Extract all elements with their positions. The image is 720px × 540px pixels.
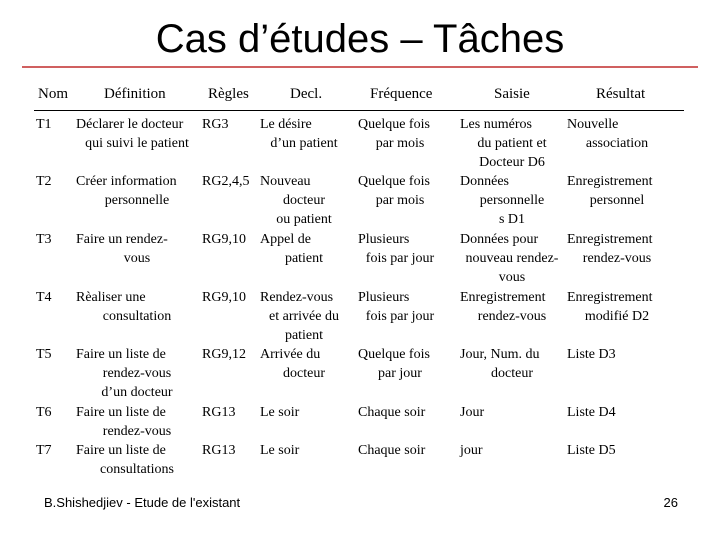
cell-saisie: nouveau rendez- xyxy=(465,251,559,266)
table-header-row xyxy=(34,80,684,111)
cell-resultat: personnel xyxy=(589,193,645,208)
cell-decl: Le soir xyxy=(260,405,300,420)
cell-saisie: jour xyxy=(460,443,483,458)
cell-resultat: modifié D2 xyxy=(584,309,650,324)
header-decl: Decl. xyxy=(290,86,323,102)
header-resultat: Résultat xyxy=(596,86,646,102)
cell-definition: vous xyxy=(123,251,151,266)
cell-decl: docteur xyxy=(283,366,325,381)
cell-nom: T3 xyxy=(36,232,52,247)
cell-frequence: par mois xyxy=(375,136,425,151)
cell-frequence: par mois xyxy=(375,193,425,208)
cell-definition: d’un docteur xyxy=(101,385,173,400)
cell-resultat: association xyxy=(585,136,649,151)
cell-definition: Faire un liste de xyxy=(76,347,166,362)
cell-regles: RG9,12 xyxy=(202,347,246,362)
cell-saisie: s D1 xyxy=(498,212,526,227)
header-saisie: Saisie xyxy=(494,86,530,102)
cell-definition: qui suivi le patient xyxy=(85,136,189,151)
cell-frequence: par jour xyxy=(378,366,422,381)
cell-saisie: Les numéros xyxy=(460,117,532,132)
header-frequence: Fréquence xyxy=(370,86,433,102)
cell-resultat: rendez-vous xyxy=(582,251,652,266)
cell-definition: consultations xyxy=(100,462,174,477)
cell-decl: d’un patient xyxy=(270,136,338,151)
cell-definition: personnelle xyxy=(104,193,170,208)
cell-saisie: Enregistrement xyxy=(460,290,546,305)
cell-decl: Nouveau xyxy=(260,174,311,189)
cell-frequence: Chaque soir xyxy=(358,443,426,458)
cell-saisie: du patient et xyxy=(477,136,547,151)
cell-decl: Arrivée du xyxy=(260,347,321,362)
cell-nom: T4 xyxy=(36,290,52,305)
cell-saisie: Jour, Num. du xyxy=(460,347,540,362)
cell-saisie: vous xyxy=(498,270,526,285)
cell-nom: T6 xyxy=(36,405,52,420)
cell-decl: et arrivée du xyxy=(269,309,339,324)
header-regles: Règles xyxy=(208,86,249,102)
cell-decl: Le désire xyxy=(260,117,312,132)
cell-definition: consultation xyxy=(102,309,172,324)
cell-frequence: Plusieurs xyxy=(358,232,410,247)
cell-saisie: Données pour xyxy=(460,232,539,247)
footer-text: B.Shishedjiev - Etude de l'existant xyxy=(44,495,241,510)
cell-definition: Déclarer le docteur xyxy=(76,117,184,132)
cell-definition: rendez-vous xyxy=(102,424,172,439)
cell-nom: T5 xyxy=(36,347,52,362)
cell-frequence: fois par jour xyxy=(365,309,435,324)
cell-regles: RG13 xyxy=(202,443,236,458)
cell-saisie: docteur xyxy=(491,366,533,381)
header-definition: Définition xyxy=(104,86,166,102)
cell-resultat: Nouvelle xyxy=(567,117,619,132)
cell-definition: Rèaliser une xyxy=(76,290,146,305)
cell-definition: rendez-vous xyxy=(102,366,172,381)
cell-resultat: Liste D5 xyxy=(567,443,616,458)
cell-saisie: Jour xyxy=(460,405,485,420)
cell-saisie: rendez-vous xyxy=(477,309,547,324)
slide-title: Cas d’études – Tâches xyxy=(155,17,565,61)
page-number: 26 xyxy=(663,495,678,510)
cell-definition: Faire un liste de xyxy=(76,443,166,458)
cell-resultat: Enregistrement xyxy=(567,290,653,305)
cell-saisie: personnelle xyxy=(479,193,545,208)
cell-frequence: Quelque fois xyxy=(358,347,430,362)
cell-resultat: Liste D3 xyxy=(567,347,616,362)
cell-nom: T1 xyxy=(36,117,52,132)
cell-frequence: Chaque soir xyxy=(358,405,426,420)
cell-nom: T7 xyxy=(36,443,52,458)
cell-decl: Appel de xyxy=(260,232,311,247)
cell-decl: Le soir xyxy=(260,443,300,458)
cell-frequence: fois par jour xyxy=(365,251,435,266)
cell-saisie: Docteur D6 xyxy=(479,155,545,170)
cell-regles: RG9,10 xyxy=(202,290,246,305)
cell-regles: RG13 xyxy=(202,405,236,420)
cell-regles: RG2,4,5 xyxy=(202,174,250,189)
cell-resultat: Enregistrement xyxy=(567,174,653,189)
cell-decl: ou patient xyxy=(276,212,332,227)
cell-resultat: Enregistrement xyxy=(567,232,653,247)
cell-definition: Créer information xyxy=(76,174,177,189)
cell-resultat: Liste D4 xyxy=(567,405,616,420)
cell-nom: T2 xyxy=(36,174,52,189)
cell-decl: Rendez-vous xyxy=(260,290,334,305)
header-nom: Nom xyxy=(38,86,68,102)
cell-frequence: Quelque fois xyxy=(358,174,430,189)
cell-frequence: Plusieurs xyxy=(358,290,410,305)
cell-decl: docteur xyxy=(283,193,325,208)
cell-definition: Faire un rendez- xyxy=(76,232,168,247)
cell-regles: RG3 xyxy=(202,117,229,132)
cell-definition: Faire un liste de xyxy=(76,405,166,420)
cell-saisie: Données xyxy=(460,174,509,189)
title-underline xyxy=(22,66,698,68)
cell-decl: patient xyxy=(284,328,324,343)
cell-frequence: Quelque fois xyxy=(358,117,430,132)
cell-decl: patient xyxy=(284,251,324,266)
cell-regles: RG9,10 xyxy=(202,232,246,247)
